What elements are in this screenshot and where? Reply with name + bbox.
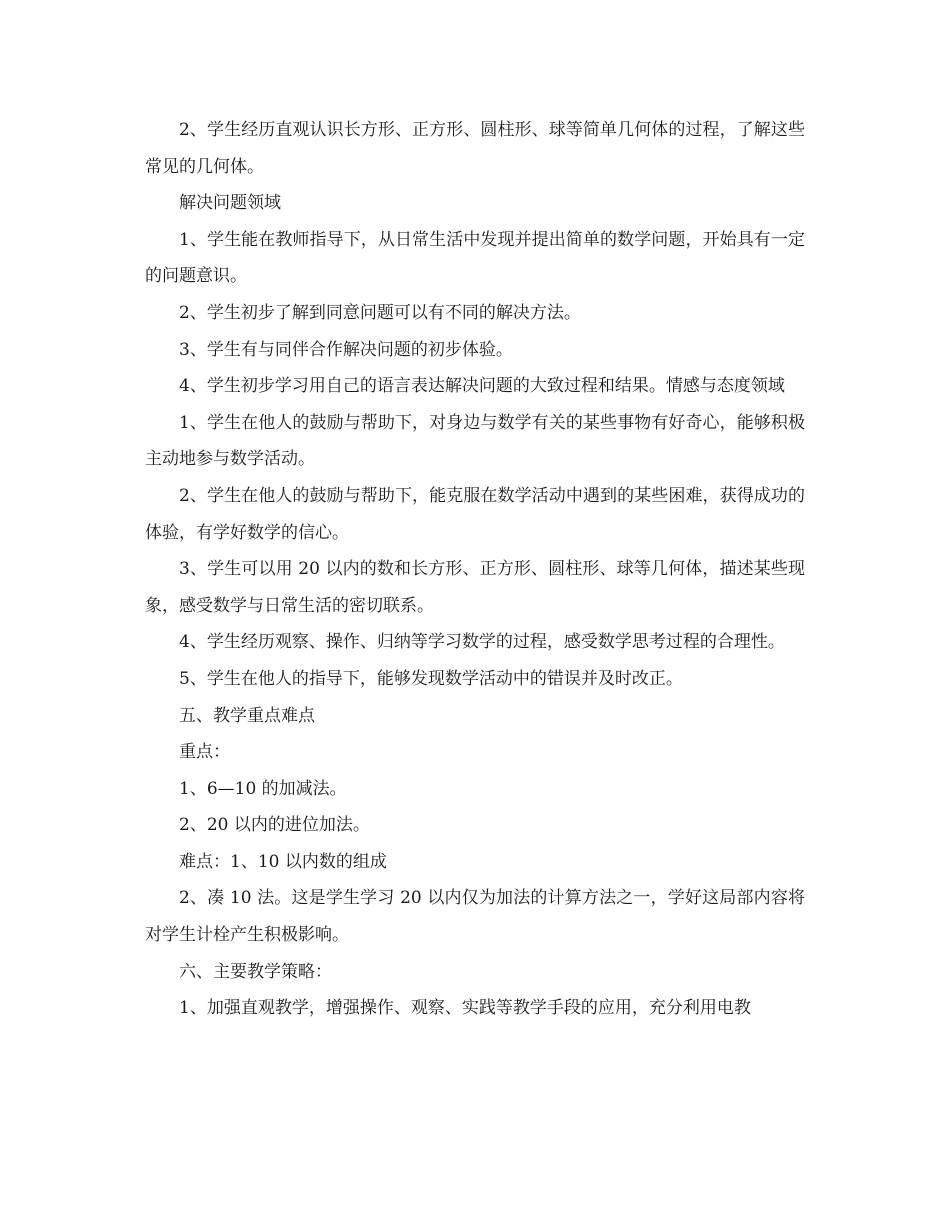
paragraph-attitude-3: 3、学生可以用 20 以内的数和长方形、正方形、圆柱形、球等几何体，描述某些现象，感受数学与日常生活的密切联系。 xyxy=(145,559,805,616)
paragraph-goal-geometry: 2、学生经历直观认识长方形、正方形、圆柱形、球等简单几何体的过程，了解这些常见的几何体。 xyxy=(145,120,805,177)
difficulty-1: 难点：1、10 以内数的组成 xyxy=(179,851,387,872)
difficulty-2: 2、凑 10 法。这是学生学习 20 以内仅为加法的计算方法之一，学好这局部内容将对学生计栓产生积极影响。 xyxy=(145,888,805,946)
heading-problem-solving: 解决问题领域 xyxy=(179,193,281,214)
heading-key-points: 五、教学重点难点 xyxy=(179,705,315,726)
paragraph-problem-3: 3、学生有与同伴合作解决问题的初步体验。 xyxy=(179,339,513,360)
paragraph-problem-4: 4、学生初步学习用自己的语言表达解决问题的大致过程和结果。情感与态度领域 xyxy=(179,376,785,397)
paragraph-attitude-4: 4、学生经历观察、操作、归纳等学习数学的过程，感受数学思考过程的合理性。 xyxy=(179,632,785,653)
paragraph-attitude-2: 2、学生在他人的鼓励与帮助下，能克服在数学活动中遇到的某些困难，获得成功的体验，有学好数学的信心。 xyxy=(145,485,805,543)
document-body xyxy=(145,112,805,1027)
paragraph-attitude-5: 5、学生在他人的指导下，能够发现数学活动中的错误并及时改正。 xyxy=(179,668,683,689)
key-point-1: 1、6—10 的加减法。 xyxy=(179,778,347,799)
paragraph-attitude-1: 1、学生在他人的鼓励与帮助下，对身边与数学有关的某些事物有好奇心，能够积极主动地参与数学活动。 xyxy=(145,412,805,470)
strategy-1: 1、加强直观教学，增强操作、观察、实践等教学手段的应用，充分利用电教 xyxy=(179,998,751,1019)
heading-strategies: 六、主要教学策略： xyxy=(179,961,332,982)
label-key-points: 重点： xyxy=(179,742,230,763)
paragraph-problem-2: 2、学生初步了解到同意问题可以有不同的解决方法。 xyxy=(179,302,581,323)
key-point-2: 2、20 以内的进位加法。 xyxy=(179,815,370,836)
paragraph-problem-1: 1、学生能在教师指导下，从日常生活中发现并提出简单的数学问题，开始具有一定的问题意识。 xyxy=(145,229,805,287)
